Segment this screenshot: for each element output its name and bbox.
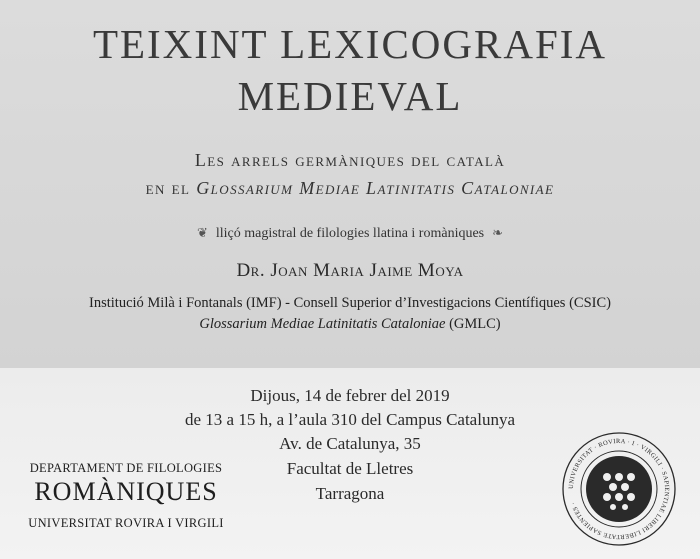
seal-ring-text: UNIVERSITAT · ROVIRA · I · VIRGILI · SAPIENTIAE LIBERI LIBERTATE SAPIENTES ·: [567, 437, 671, 541]
institution-glossarium: Glossarium Mediae Latinitatis Cataloniae: [199, 316, 446, 332]
university-label: UNIVERSITAT ROVIRA I VIRGILI: [28, 516, 224, 530]
event-faculty: Facultat de Lletres: [286, 459, 414, 478]
event-time-place: de 13 a 15 h, a l’aula 310 del Campus Catalunya: [185, 410, 515, 429]
title-line-2: MEDIEVAL: [237, 73, 463, 119]
institution-gmlc: (GMLC): [445, 316, 501, 332]
subtitle-line-2: [0, 178, 700, 199]
lecture-line: [0, 225, 700, 242]
event-address: Av. de Catalunya, 35: [279, 434, 421, 453]
university-seal-icon: [560, 430, 678, 548]
institution-line-2: [0, 316, 700, 333]
department-label: DEPARTAMENT DE FILOLOGIES: [29, 461, 223, 475]
event-date: Dijous, 14 de febrer del 2019: [250, 386, 450, 405]
subtitle-line-1: Les arrels germàniques del català: [194, 150, 506, 170]
speaker-name: Dr. Joan Maria Jaime Moya: [236, 260, 464, 281]
department-name: ROMÀNIQUES: [34, 477, 218, 506]
fleuron-right-icon: ❧: [492, 225, 504, 240]
title-line-1: TEIXINT LEXICOGRAFIA: [92, 21, 608, 67]
event-city: Tarragona: [315, 484, 385, 503]
subtitle-glossarium: Glossarium Mediae Latinitatis Cataloniae: [196, 178, 555, 198]
fleuron-left-icon: ❦: [196, 225, 208, 240]
subtitle-prefix: en el: [145, 178, 197, 198]
institution-line-1: Institució Milà i Fontanals (IMF) - Consell Superior d’Investigacions Científiques (CSIC): [89, 295, 611, 311]
lecture-text: lliçó magistral de filologies llatina i romàniques: [215, 226, 485, 241]
